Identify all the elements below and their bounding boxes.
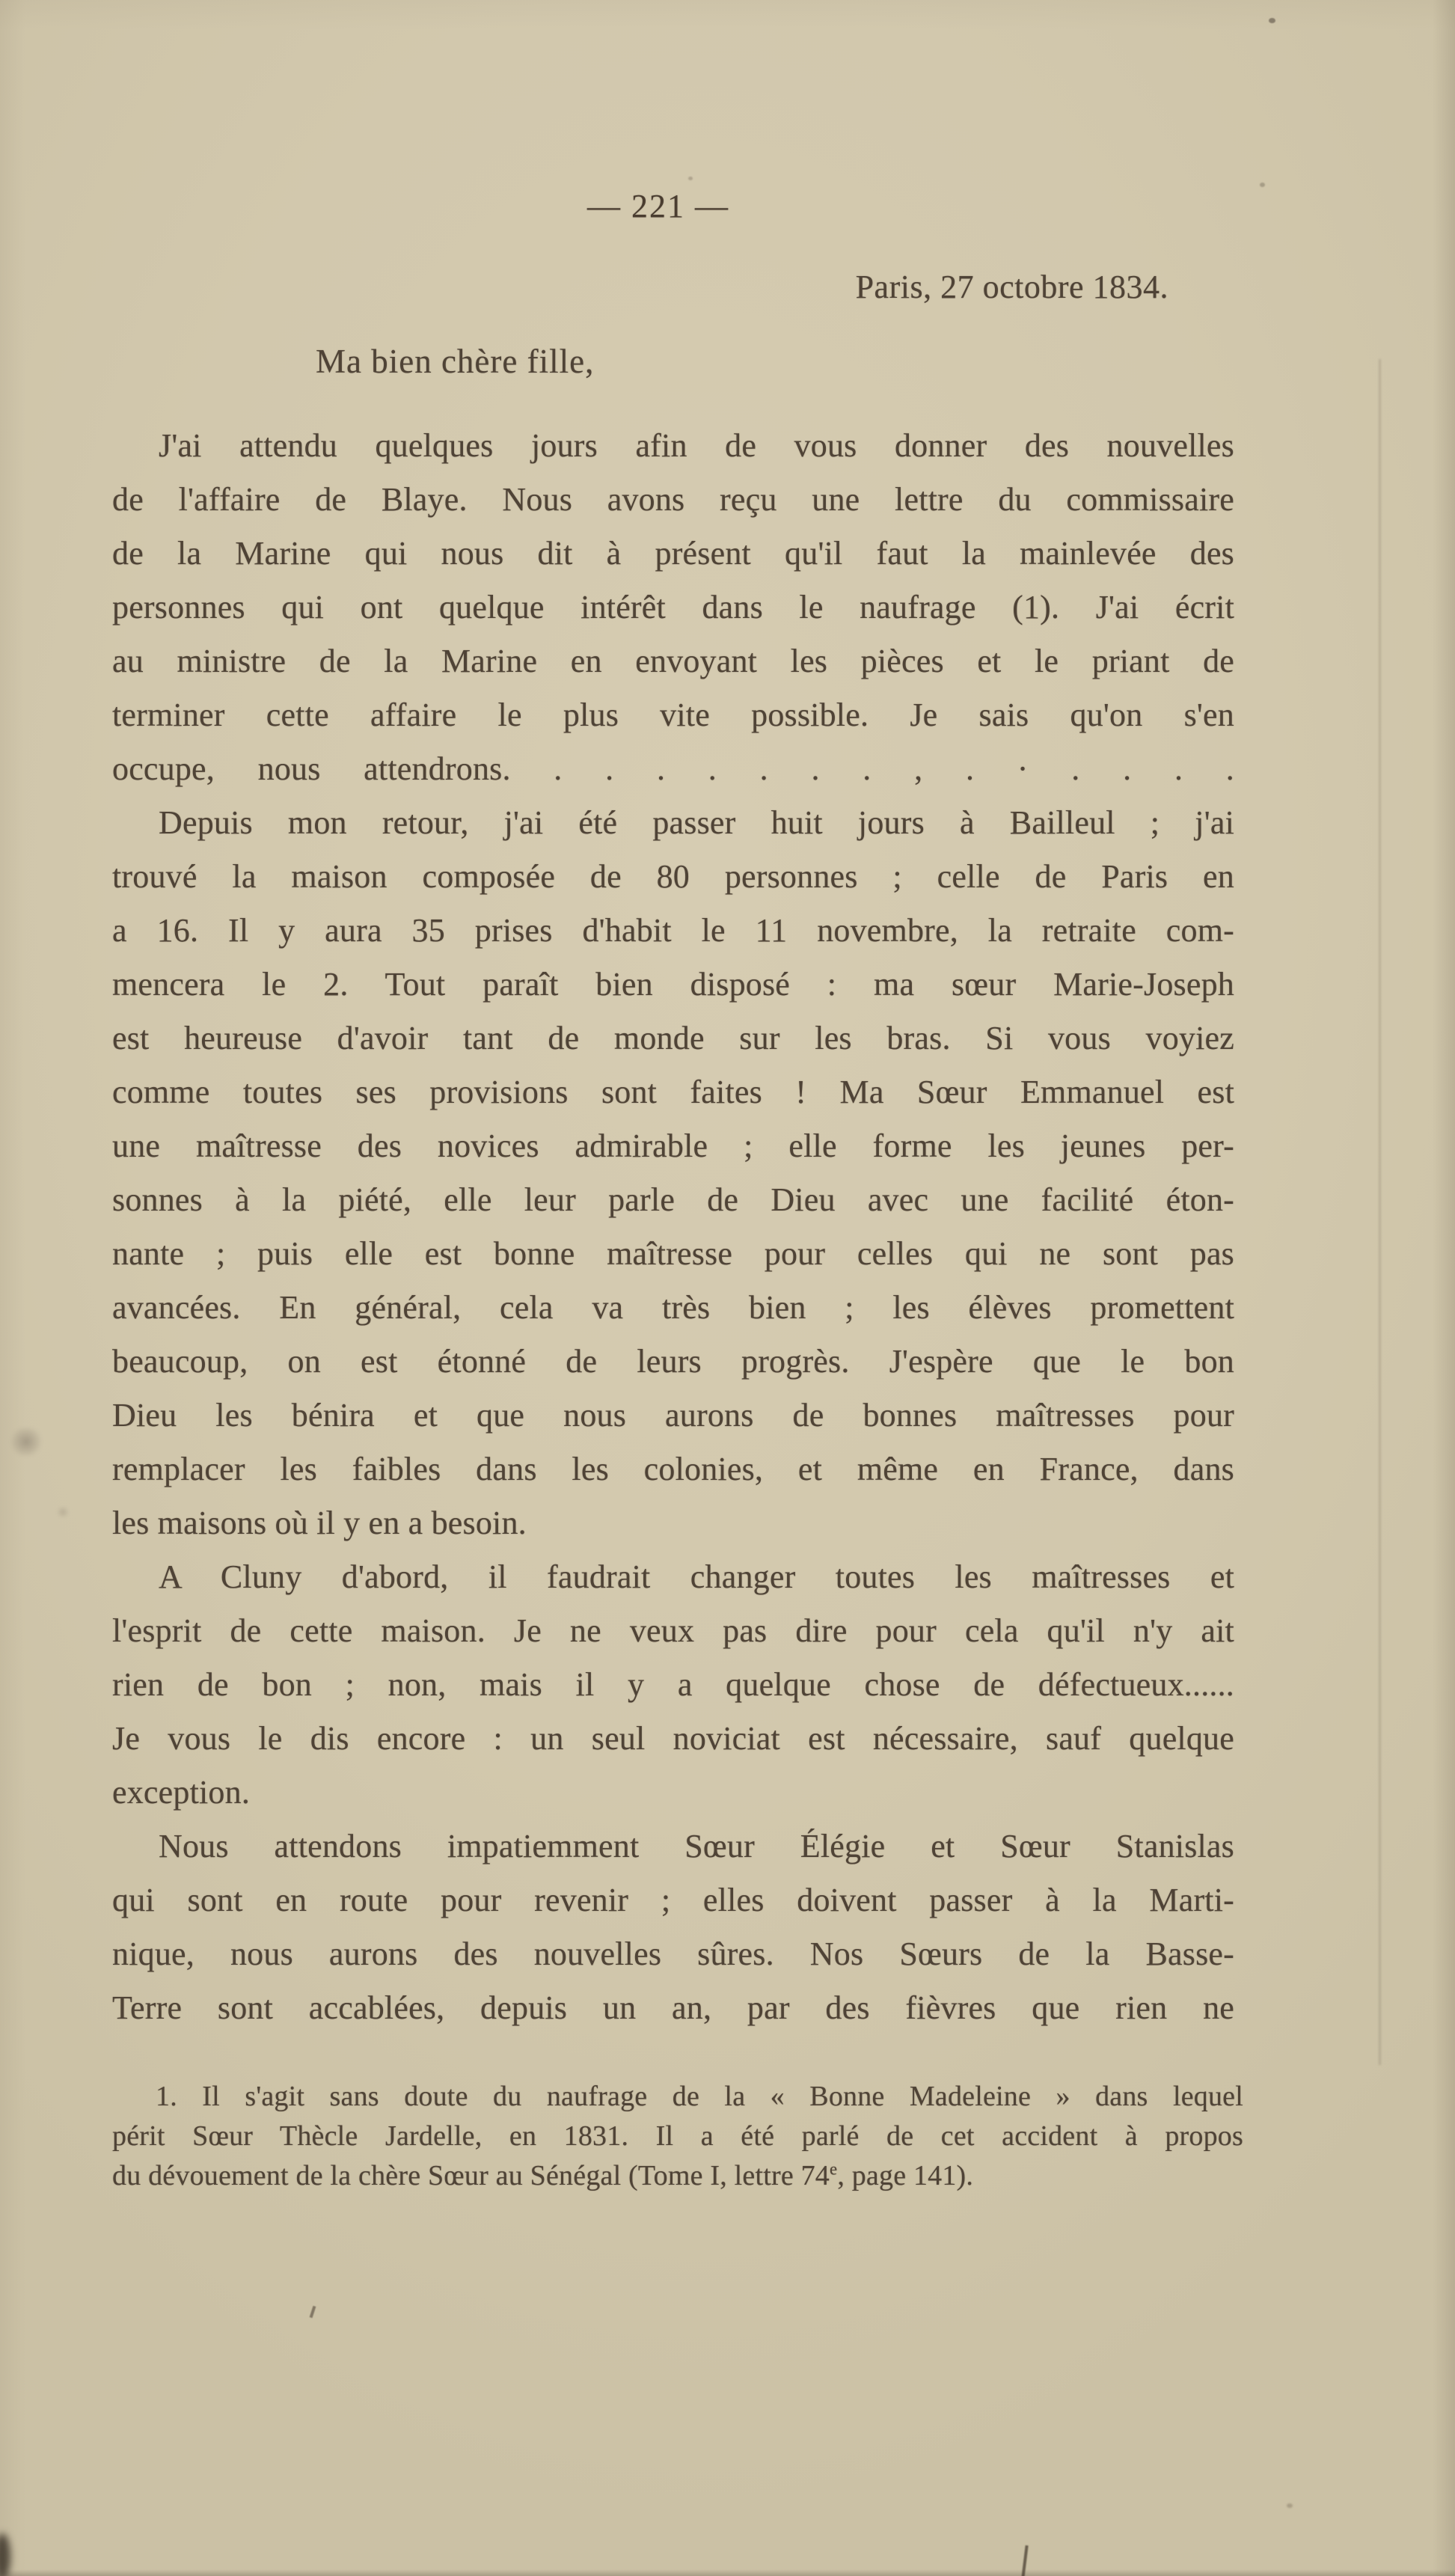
letter-line: nante ; puis elle est bonne maîtresse pour celles qui ne sont pas (112, 1235, 1234, 1272)
letter-line: l'esprit de cette maison. Je ne veux pas dire pour cela qu'il n'y ait (112, 1612, 1234, 1649)
ink-speck (1269, 18, 1275, 23)
letter-line: occupe, nous attendrons. . . . . . . . , . · . . . . (112, 750, 1234, 787)
letter-line: qui sont en route pour revenir ; elles doivent passer à la Marti- (112, 1882, 1234, 1918)
paper-crease-line (1379, 359, 1381, 2065)
letter-line: les maisons où il y en a besoin. (112, 1505, 527, 1541)
footnote (112, 2077, 1243, 2196)
letter-line: comme toutes ses provisions sont faites ! Ma Sœur Emmanuel est (112, 1074, 1234, 1110)
letter-line: remplacer les faibles dans les colonies, et même en France, dans (112, 1451, 1234, 1487)
letter-line: J'ai attendu quelques jours afin de vous donner des nouvelles (159, 427, 1234, 464)
letter-line: avancées. En général, cela va très bien ; les élèves promettent (112, 1289, 1234, 1326)
letter-line: Je vous le dis encore : un seul noviciat est nécessaire, sauf quelque (112, 1720, 1234, 1757)
paper-stain (55, 1507, 70, 1517)
letter-dateline: Paris, 27 octobre 1834. (855, 269, 1168, 305)
letter-line: terminer cette affaire le plus vite possible. Je sais qu'on s'en (112, 697, 1234, 733)
letter-line: exception. (112, 1774, 251, 1811)
footnote-line: du dévouement de la chère Sœur au Sénégal (Tome I, lettre 74e, page 141). (112, 2159, 974, 2191)
ink-speck (688, 177, 693, 180)
letter-line: Nous attendons impatiemment Sœur Élégie et Sœur Stanislas (159, 1828, 1234, 1864)
letter-line: Terre sont accablées, depuis un an, par des fièvres que rien ne (112, 1989, 1234, 2026)
letter-line: rien de bon ; non, mais il y a quelque chose de défectueux...... (112, 1666, 1234, 1703)
letter-line: A Cluny d'abord, il faudrait changer toutes les maîtresses et (159, 1558, 1234, 1595)
letter-line: beaucoup, on est étonné de leurs progrès. J'espère que le bon (112, 1343, 1234, 1380)
letter-line: Dieu les bénira et que nous aurons de bonnes maîtresses pour (112, 1397, 1234, 1434)
letter-line: nique, nous aurons des nouvelles sûres. Nos Sœurs de la Basse- (112, 1936, 1234, 1972)
scan-edge-smudge (0, 2533, 10, 2576)
letter-salutation: Ma bien chère fille, (316, 343, 595, 380)
letter-line: de l'affaire de Blaye. Nous avons reçu une lettre du commissaire (112, 481, 1234, 518)
letter-line: mencera le 2. Tout paraît bien disposé : ma sœur Marie-Joseph (112, 966, 1234, 1003)
letter-line: au ministre de la Marine en envoyant les pièces et le priant de (112, 643, 1234, 679)
letter-line: Depuis mon retour, j'ai été passer huit jours à Bailleul ; j'ai (159, 804, 1234, 841)
footnote-line: périt Sœur Thècle Jardelle, en 1831. Il a été parlé de cet accident à propos (112, 2120, 1243, 2152)
ink-speck (310, 2306, 316, 2318)
letter-line: trouvé la maison composée de 80 personnes ; celle de Paris en (112, 858, 1234, 895)
footnote-line: 1. Il s'agit sans doute du naufrage de la « Bonne Madeleine » dans lequel (156, 2081, 1243, 2112)
letter-line: a 16. Il y aura 35 prises d'habit le 11 novembre, la retraite com- (112, 912, 1234, 949)
ink-speck (1260, 183, 1265, 187)
letter-line: une maîtresse des novices admirable ; elle forme les jeunes per- (112, 1128, 1234, 1164)
ink-speck (1287, 2503, 1293, 2508)
paper-stain (10, 1428, 42, 1456)
paper-fiber (1021, 2545, 1028, 2576)
letter-line: de la Marine qui nous dit à présent qu'il faut la mainlevée des (112, 535, 1234, 572)
page-number: — 221 — (587, 188, 729, 224)
letter-line: personnes qui ont quelque intérêt dans le naufrage (1). J'ai écrit (112, 589, 1234, 625)
letter-body (112, 419, 1234, 2035)
letter-line: est heureuse d'avoir tant de monde sur les bras. Si vous voyiez (112, 1020, 1234, 1056)
letter-line: sonnes à la piété, elle leur parle de Dieu avec une facilité éton- (112, 1181, 1234, 1218)
